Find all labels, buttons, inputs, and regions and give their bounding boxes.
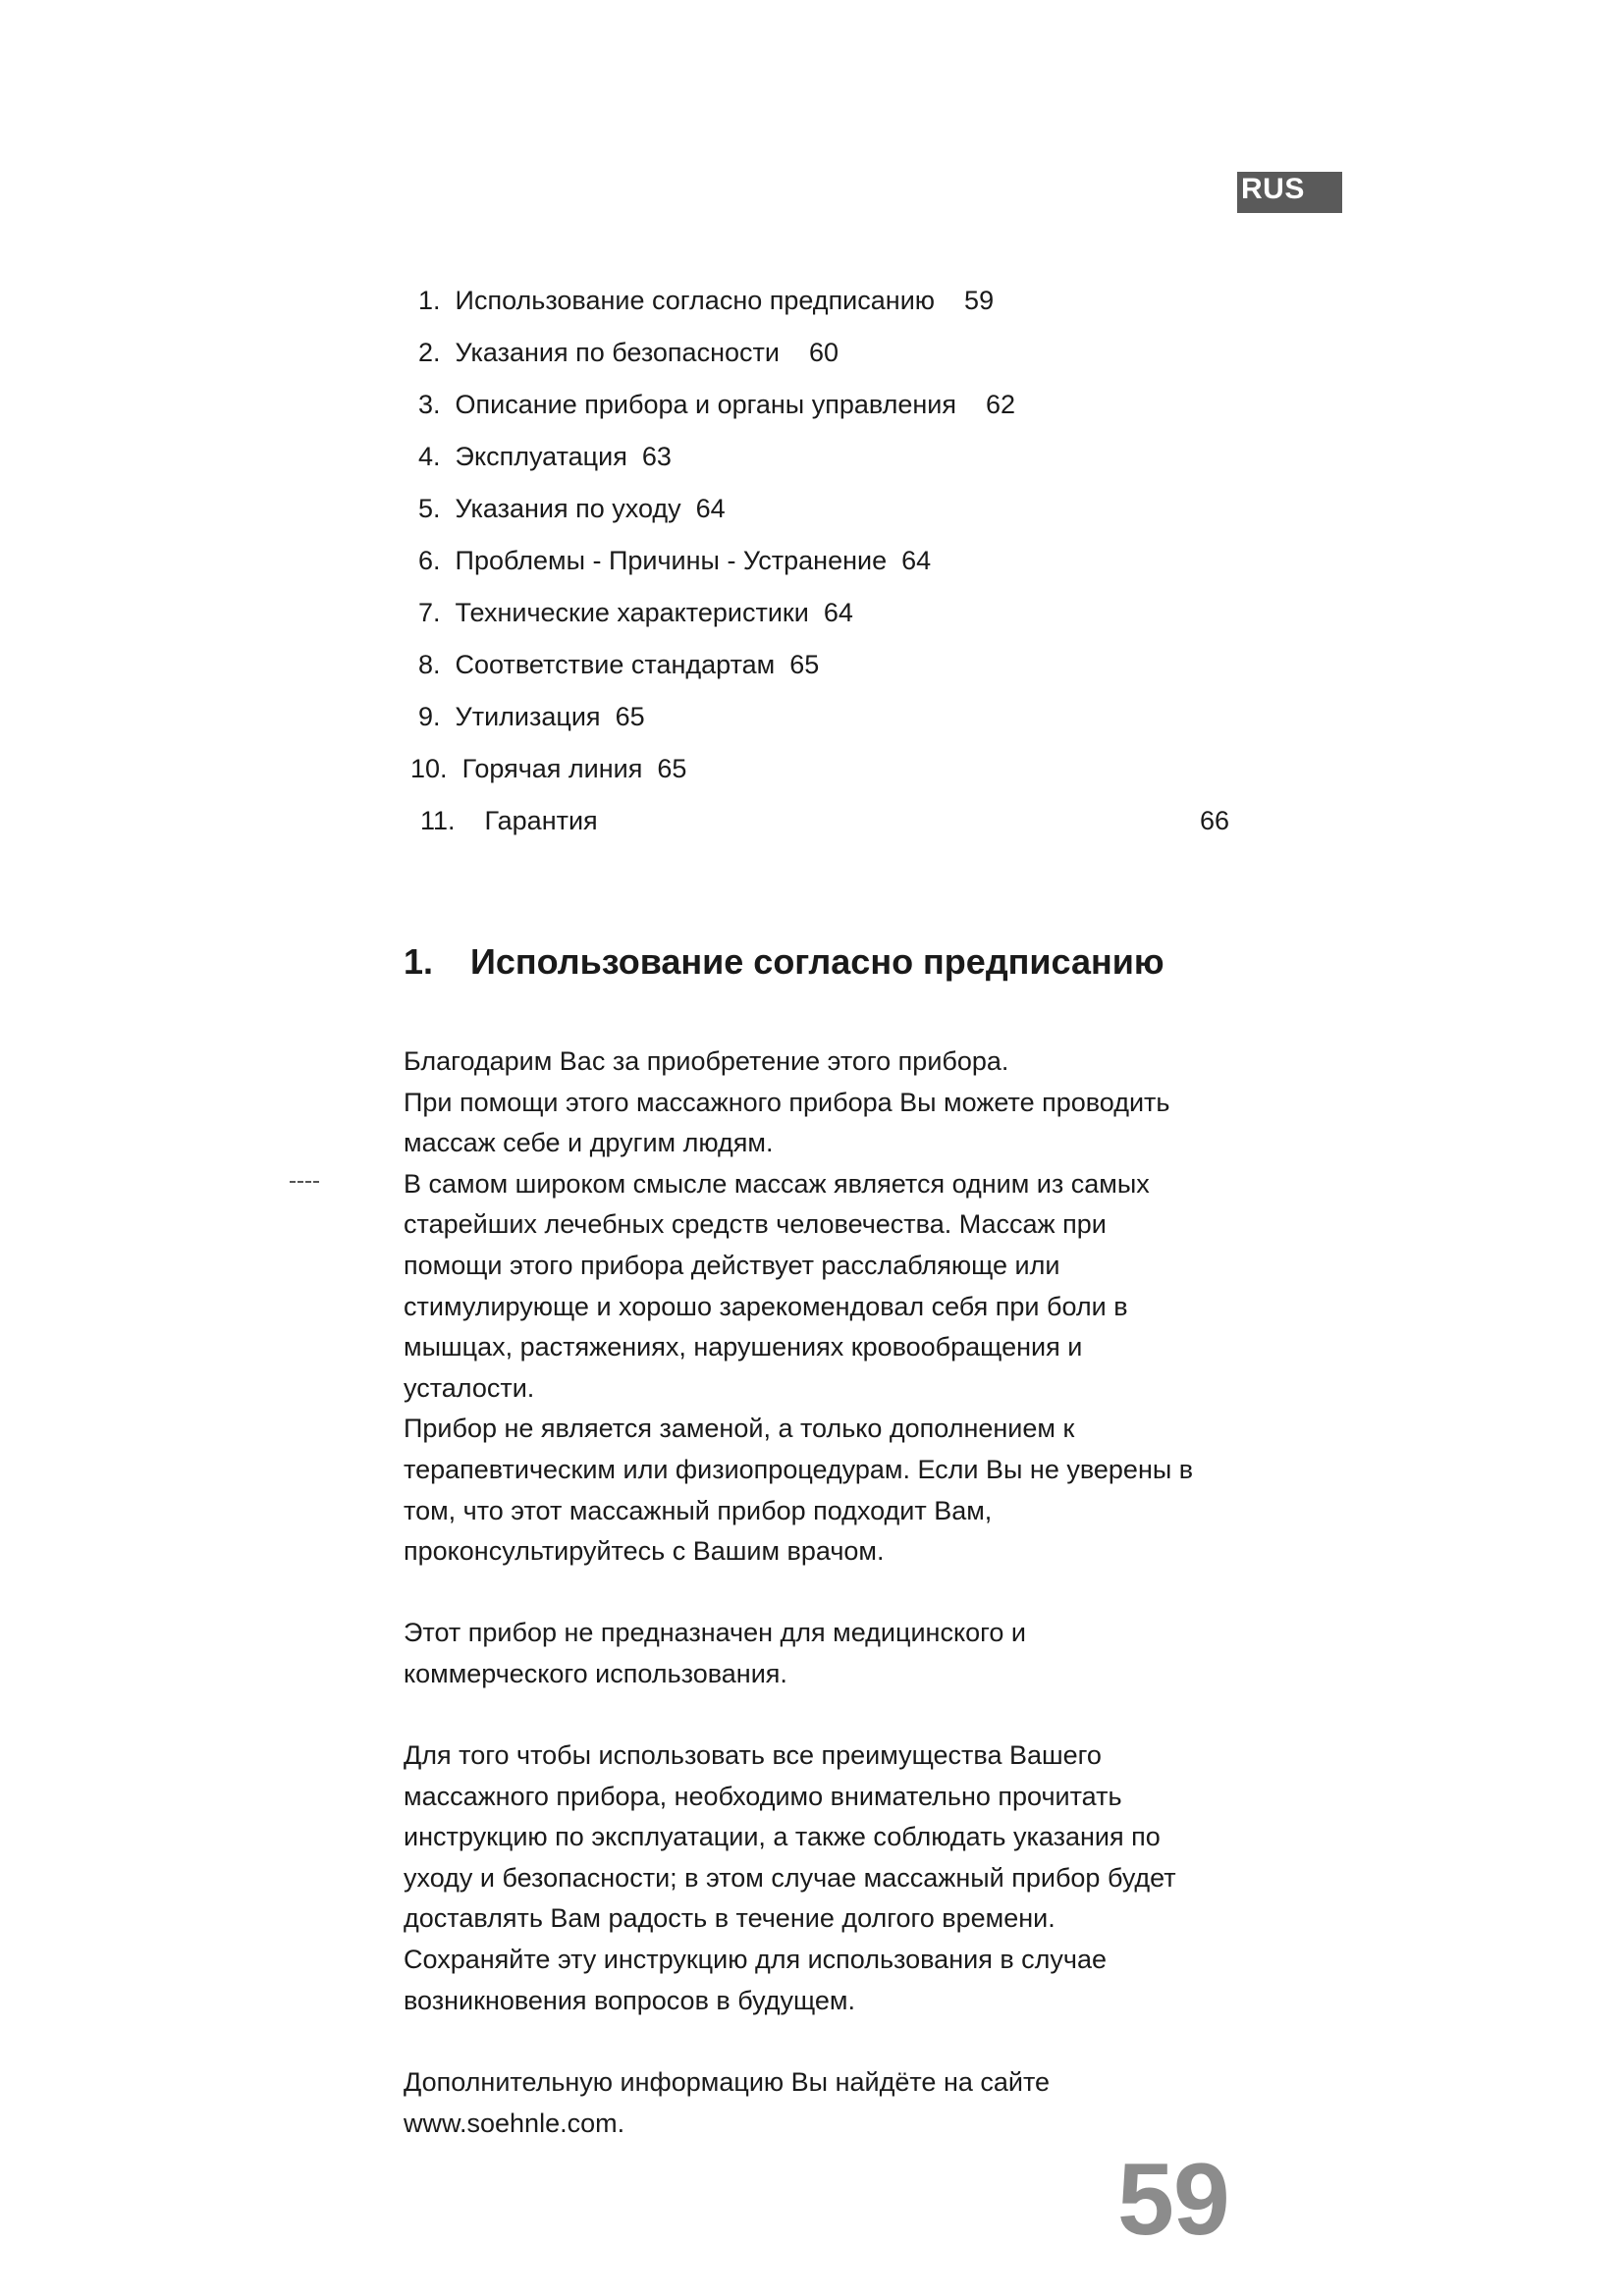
body-paragraph-1 (404, 1041, 1268, 1573)
website-link[interactable]: www.soehnle.com. (404, 2108, 625, 2138)
toc-item-number: 8. (418, 650, 441, 679)
text-line: коммерческого использования. (404, 1658, 787, 1688)
toc-item-title: Использование согласно предписанию (455, 286, 936, 315)
text-line: Сохраняйте эту инструкцию для использования в случае (404, 1944, 1108, 1974)
toc-item-title: Горячая линия (461, 754, 643, 783)
page-number: 59 (1117, 2143, 1229, 2257)
toc-item-number: 1. (418, 286, 441, 315)
text-line: массаж себе и другим людям. (404, 1128, 774, 1158)
body-paragraph-3 (404, 1735, 1268, 2021)
toc-item-9[interactable] (418, 700, 645, 733)
toc-item-title: Указания по безопасности (455, 338, 780, 367)
text-line: массажного прибора, необходимо внимательно прочитать (404, 1781, 1122, 1811)
toc-item-6[interactable] (418, 544, 931, 577)
language-badge: RUS (1237, 172, 1342, 213)
toc-item-number: 6. (418, 546, 441, 575)
toc-item-7[interactable] (418, 596, 853, 629)
toc-item-page: 59 (964, 286, 995, 315)
toc-item-title: Описание прибора и органы управления (455, 390, 956, 419)
toc-item-title: Утилизация (455, 702, 601, 731)
toc-item-page: 64 (823, 598, 853, 627)
text-line: Дополнительную информацию Вы найдёте на сайте (404, 2067, 1051, 2097)
toc-item-title: Технические характеристики (455, 598, 809, 627)
toc-item-number: 4. (418, 442, 441, 471)
body-paragraph-4 (404, 2062, 1268, 2144)
toc-item-3[interactable] (418, 388, 1015, 421)
text-line: том, что этот массажный прибор подходит Вам, (404, 1495, 993, 1525)
toc-item-10[interactable] (410, 752, 686, 785)
toc-item-number: 7. (418, 598, 441, 627)
section-heading (404, 940, 1164, 984)
text-line: В самом широком смысле массаж является одним из самых (404, 1168, 1150, 1199)
toc-item-number: 2. (418, 338, 441, 367)
toc-item-number: 9. (418, 702, 441, 731)
section-number: 1. (404, 941, 434, 982)
toc-item-2[interactable] (418, 336, 839, 369)
toc-item-page: 60 (808, 338, 839, 367)
toc-item-page: 65 (657, 754, 687, 783)
text-line: стимулирующе и хорошо зарекомендовал себя при боли в (404, 1291, 1128, 1321)
toc-item-page: 62 (986, 390, 1016, 419)
text-line: мышцах, растяжениях, нарушениях кровообращения и (404, 1332, 1083, 1362)
text-line: старейших лечебных средств человечества. Массаж при (404, 1209, 1107, 1240)
toc-item-page: 64 (901, 546, 932, 575)
text-line: Для того чтобы использовать все преимущества Вашего (404, 1740, 1102, 1770)
text-line: При помощи этого массажного прибора Вы можете проводить (404, 1087, 1170, 1117)
toc-item-title: Соответствие стандартам (455, 650, 776, 679)
toc-item-number: 5. (418, 494, 441, 523)
toc-item-page: 65 (615, 702, 645, 731)
text-line: помощи этого прибора действует расслабляюще или (404, 1250, 1060, 1280)
text-line: доставлять Вам радость в течение долгого времени. (404, 1903, 1056, 1934)
toc-item-title: Проблемы - Причины - Устранение (455, 546, 888, 575)
text-line: терапевтическим или физиопроцедурам. Если Вы не уверены в (404, 1454, 1194, 1484)
text-line: Прибор не является заменой, а только дополнением к (404, 1414, 1075, 1444)
text-line: возникновения вопросов в будущем. (404, 1985, 855, 2015)
toc-item-title: Эксплуатация (455, 442, 627, 471)
toc-item-4[interactable] (418, 440, 672, 473)
toc-item-number: 3. (418, 390, 441, 419)
toc-item-page: 66 (1200, 806, 1230, 835)
toc-item-page: 64 (695, 494, 726, 523)
body-paragraph-2 (404, 1613, 1268, 1694)
section-title: Использование согласно предписанию (470, 941, 1164, 982)
toc-item-1[interactable] (418, 284, 994, 317)
text-line: Этот прибор не предназначен для медицинского и (404, 1618, 1026, 1647)
toc-item-title: Гарантия (484, 806, 598, 835)
toc-item-page: 65 (789, 650, 820, 679)
toc-item-11[interactable] (420, 804, 598, 837)
toc-item-5[interactable] (418, 492, 726, 525)
text-line: проконсультируйтесь с Вашим врачом. (404, 1536, 885, 1567)
toc-item-number: 11. (420, 806, 456, 835)
margin-mark (290, 1181, 319, 1183)
toc-item-page: 63 (641, 442, 672, 471)
text-line: уходу и безопасности; в этом случае массажный прибор будет (404, 1862, 1176, 1893)
text-line: Благодарим Вас за приобретение этого прибора. (404, 1046, 1009, 1076)
toc-item-title: Указания по уходу (455, 494, 681, 523)
toc-item-number: 10. (410, 754, 448, 783)
text-line: инструкцию по эксплуатации, а также соблюдать указания по (404, 1822, 1161, 1852)
text-line: усталости. (404, 1372, 535, 1403)
toc-item-8[interactable] (418, 648, 819, 681)
